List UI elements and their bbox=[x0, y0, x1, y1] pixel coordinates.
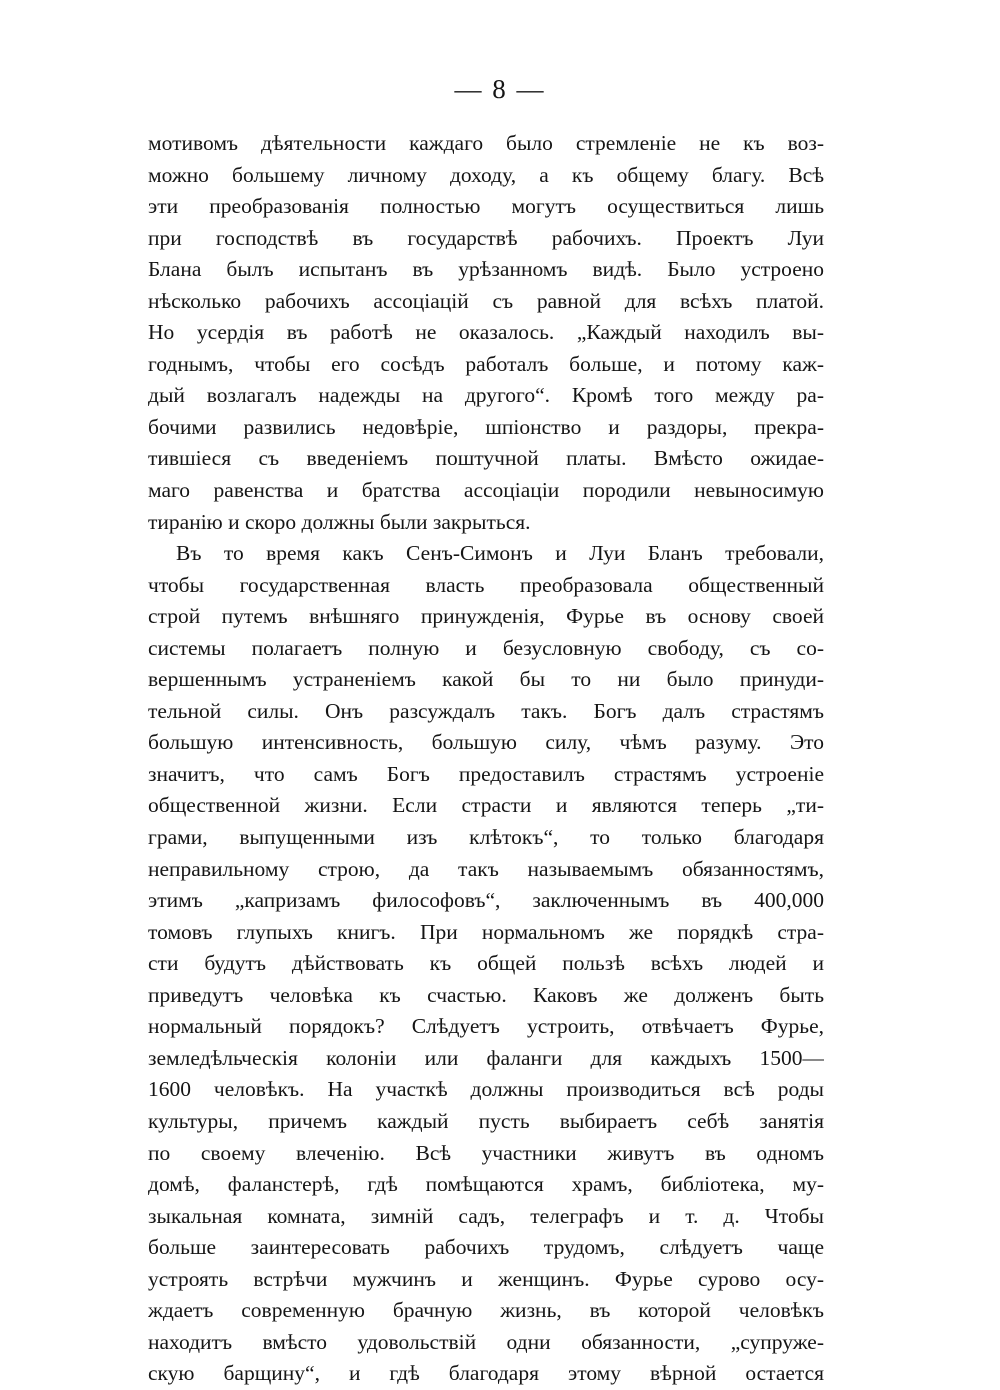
text-line: находитъ вмѣсто удовольствій одни обязанности, „супруже- bbox=[148, 1329, 824, 1354]
text-line: Блана былъ испытанъ въ урѣзанномъ видѣ. Было устроено bbox=[148, 257, 824, 282]
text-line: неправильному строю, да такъ называемымъ обязанностямъ, bbox=[148, 856, 824, 881]
text-line: сти будутъ дѣйствовать къ общей пользѣ всѣхъ людей и bbox=[148, 951, 824, 976]
body-text bbox=[148, 128, 824, 1390]
text-line: культуры, причемъ каждый пусть выбираетъ себѣ занятія bbox=[148, 1108, 824, 1133]
text-line: земледѣльческія колоніи или фаланги для каждыхъ 1500— bbox=[148, 1045, 824, 1070]
text-line: строй путемъ внѣшняго принужденія, Фурье въ основу своей bbox=[148, 604, 824, 629]
text-line: грами, выпущенными изъ клѣтокъ“, то только благодаря bbox=[148, 825, 824, 850]
text-line: при господствѣ въ государствѣ рабочихъ. Проектъ Луи bbox=[148, 225, 824, 250]
text-line: системы полагаетъ полную и безусловную свободу, съ со- bbox=[148, 635, 824, 660]
text-line: тившіеся съ введеніемъ поштучной платы. Вмѣсто ожидае- bbox=[148, 446, 824, 471]
text-line: домѣ, фаланстерѣ, гдѣ помѣщаются храмъ, библіотека, му- bbox=[148, 1172, 824, 1197]
text-line: общественной жизни. Если страсти и являются теперь „ти- bbox=[148, 793, 824, 818]
text-line: значитъ, что самъ Богъ предоставилъ страстямъ устроеніе bbox=[148, 761, 824, 786]
text-line: зыкальная комната, зимній садъ, телеграфъ и т. д. Чтобы bbox=[148, 1203, 824, 1228]
text-line: этимъ „капризамъ философовъ“, заключеннымъ въ 400,000 bbox=[148, 888, 824, 913]
text-line: ждаетъ современную брачную жизнь, въ которой человѣкъ bbox=[148, 1298, 824, 1323]
text-line: мотивомъ дѣятельности каждаго было стремленіе не къ воз- bbox=[148, 131, 824, 155]
paragraph-start-line: Въ то время какъ Сенъ-Симонъ и Луи Бланъ требовали, bbox=[176, 541, 824, 566]
text-line: тельной силы. Онъ разсуждалъ такъ. Богъ далъ страстямъ bbox=[148, 698, 824, 723]
text-line: дый возлагалъ надежды на другого“. Кромѣ того между ра- bbox=[148, 383, 824, 408]
text-line: бочими развились недовѣріе, шпіонство и раздоры, прекра- bbox=[148, 414, 824, 439]
text-line: больше заинтересовать рабочихъ трудомъ, слѣдуетъ чаще bbox=[148, 1235, 824, 1260]
text-line: нормальный порядокъ? Слѣдуетъ устроить, отвѣчаетъ Фурье, bbox=[148, 1014, 824, 1039]
text-line: маго равенства и братства ассоціаціи породили невыносимую bbox=[148, 478, 824, 503]
text-line: Но усердія въ работѣ не оказалось. „Каждый находилъ вы- bbox=[148, 320, 824, 345]
text-line: приведутъ человѣка къ счастью. Каковъ же долженъ быть bbox=[148, 982, 824, 1007]
text-line: 1600 человѣкъ. На участкѣ должны производиться всѣ роды bbox=[148, 1077, 824, 1102]
text-line: томовъ глупыхъ книгъ. При нормальномъ же порядкѣ стра- bbox=[148, 919, 824, 944]
paragraph-end-line: тиранію и скоро должны были закрыться. bbox=[148, 509, 531, 534]
text-line: устроять встрѣчи мужчинъ и женщинъ. Фурье сурово осу- bbox=[148, 1266, 824, 1291]
text-line: нѣсколько рабочихъ ассоціацій съ равной для всѣхъ платой. bbox=[148, 288, 824, 313]
text-line: чтобы государственная власть преобразовала общественный bbox=[148, 572, 824, 597]
text-line: эти преобразованія полностью могутъ осуществиться лишь bbox=[148, 194, 824, 219]
text-line: годнымъ, чтобы его сосѣдъ работалъ больше, и потому каж- bbox=[148, 351, 824, 376]
text-line: большую интенсивность, большую силу, чѣмъ разуму. Это bbox=[148, 730, 824, 755]
text-line: можно большему личному доходу, а къ общему благу. Всѣ bbox=[148, 162, 824, 187]
page-number: — 8 — bbox=[454, 74, 546, 104]
text-line: вершеннымъ устраненіемъ какой бы то ни было принуди- bbox=[148, 667, 824, 692]
text-line: скую барщину“, и гдѣ благодаря этому вѣрной остается bbox=[148, 1361, 824, 1386]
text-line: по своему влеченію. Всѣ участники живутъ въ одномъ bbox=[148, 1140, 824, 1165]
